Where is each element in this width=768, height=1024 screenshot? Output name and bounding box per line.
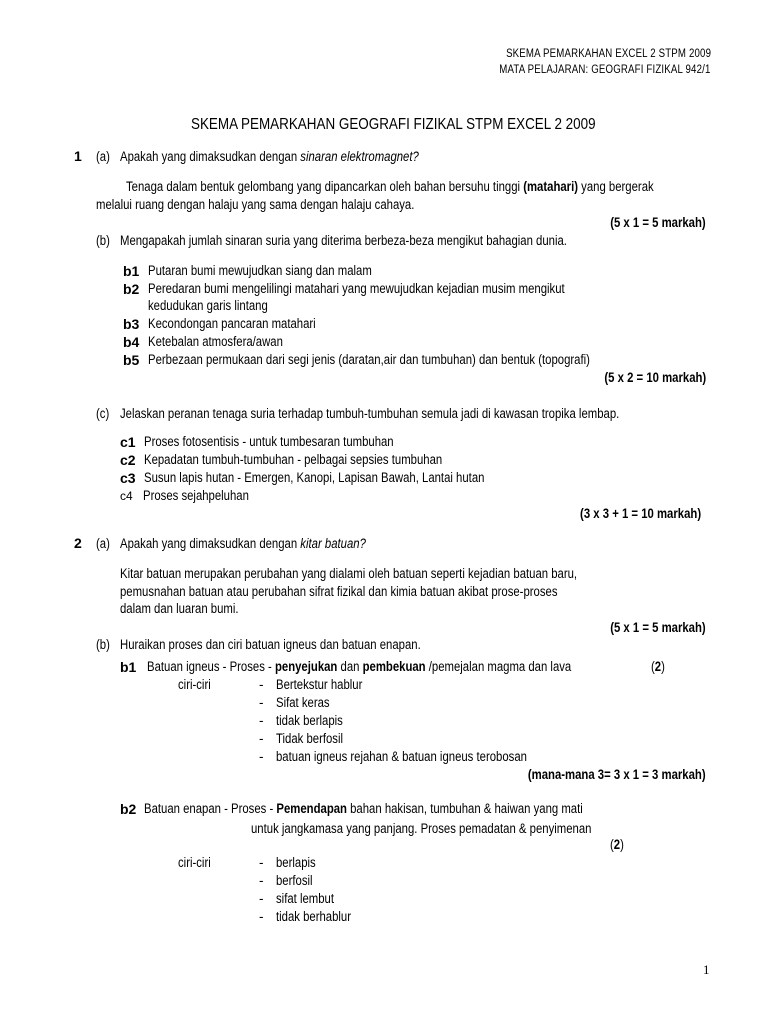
q1b-item-text: Kecondongan pancaran matahari — [148, 316, 316, 331]
q1a-answer-line-1: Tenaga dalam bentuk gelombang yang dipancarkan oleh bahan bersuhu tinggi (matahari) yang bergerak — [126, 179, 654, 194]
q1c-item-text: Susun lapis hutan - Emergen, Kanopi, Lapisan Bawah, Lantai hutan — [144, 470, 485, 485]
q2b2-score: (2) — [610, 837, 624, 852]
q1b-label: (b) — [96, 233, 110, 248]
q2b2-code: b2 — [120, 801, 137, 817]
q2a-marks: (5 x 1 = 5 markah) — [610, 620, 706, 635]
page-number: 1 — [703, 962, 710, 977]
q2b1-ciri-item: Bertekstur hablur — [276, 677, 363, 692]
header-line-2: MATA PELAJARAN: GEOGRAFI FIZIKAL 942/1 — [499, 64, 711, 76]
q1b-marks: (5 x 2 = 10 markah) — [604, 370, 706, 385]
bullet-dash: - — [259, 891, 264, 906]
q1c-item-code: c3 — [120, 470, 136, 486]
q1c-item-code: c2 — [120, 452, 136, 468]
q1c-item-text: Proses fotosentisis - untuk tumbesaran tumbuhan — [144, 434, 394, 449]
q1b-item-text: Perbezaan permukaan dari segi jenis (daratan,air dan tumbuhan) dan bentuk (topografi) — [148, 352, 590, 367]
q1b-item-code: b5 — [123, 352, 140, 368]
q2b2-ciri-item: berfosil — [276, 873, 313, 888]
q2b1-code: b1 — [120, 659, 137, 675]
q1b-item-text: Putaran bumi mewujudkan siang dan malam — [148, 263, 372, 278]
q2b1-text: Batuan igneus - Proses - penyejukan dan pembekuan /pemejalan magma dan lava — [147, 659, 572, 674]
bullet-dash: - — [259, 731, 264, 746]
header-line-1: SKEMA PEMARKAHAN EXCEL 2 STPM 2009 — [505, 48, 711, 60]
q2b1-score: (2) — [651, 659, 665, 674]
q1b-item-code: b1 — [123, 263, 140, 279]
q2b-label: (b) — [96, 637, 110, 652]
bullet-dash: - — [259, 713, 264, 728]
q2b-question: Huraikan proses dan ciri batuan igneus dan batuan enapan. — [120, 637, 421, 652]
question-number-2: 2 — [74, 535, 82, 551]
question-number-1: 1 — [74, 148, 82, 164]
q1c-item-text: Proses sejahpeluhan — [143, 488, 249, 503]
q1c-label: (c) — [96, 406, 110, 421]
q1b-item-code: b3 — [123, 316, 140, 332]
page-title: SKEMA PEMARKAHAN GEOGRAFI FIZIKAL STPM EXCEL 2 2009 — [191, 116, 596, 133]
q2b1-ciri-label: ciri-ciri — [178, 677, 211, 692]
q2b1-ciri-item: Tidak berfosil — [276, 731, 344, 746]
q1c-item-code: c1 — [120, 434, 136, 450]
bullet-dash: - — [259, 909, 264, 924]
bullet-dash: - — [259, 873, 264, 888]
q1c-marks: (3 x 3 + 1 = 10 markah) — [579, 506, 701, 521]
q2a-question: Apakah yang dimaksudkan dengan kitar batuan? — [120, 536, 366, 551]
q2b2-ciri-label: ciri-ciri — [178, 855, 211, 870]
q1b-item-text: Peredaran bumi mengelilingi matahari yang mewujudkan kejadian musim mengikut — [148, 281, 565, 296]
q2b1-ciri-item: tidak berlapis — [276, 713, 343, 728]
q1a-label: (a) — [96, 149, 110, 164]
bullet-dash: - — [259, 677, 264, 692]
q2b2-ciri-item: berlapis — [276, 855, 316, 870]
q1b-item-text-continued: kedudukan garis lintang — [148, 298, 268, 313]
q2b2-text-continued: untuk jangkamasa yang panjang. Proses pemadatan & penyimenan — [251, 821, 592, 836]
q1c-question: Jelaskan peranan tenaga suria terhadap tumbuh-tumbuhan semula jadi di kawasan tropika lembap. — [120, 406, 620, 421]
bullet-dash: - — [259, 749, 264, 764]
bullet-dash: - — [259, 695, 264, 710]
q2a-answer-line: Kitar batuan merupakan perubahan yang dialami oleh batuan seperti kejadian batuan baru, — [120, 566, 578, 581]
q2a-answer-line: pemusnahan batuan atau perubahan sifrat fizikal dan kimia batuan akibat prose-proses — [120, 584, 558, 599]
q1c-item-text: Kepadatan tumbuh-tumbuhan - pelbagai sepsies tumbuhan — [144, 452, 443, 467]
bullet-dash: - — [259, 855, 264, 870]
q2b2-text: Batuan enapan - Proses - Pemendapan bahan hakisan, tumbuhan & haiwan yang mati — [144, 801, 583, 816]
q1a-marks: (5 x 1 = 5 markah) — [610, 215, 706, 230]
q1b-item-text: Ketebalan atmosfera/awan — [148, 334, 283, 349]
q1a-answer-line-2: melalui ruang dengan halaju yang sama dengan halaju cahaya. — [96, 197, 415, 212]
q2b1-ciri-item: batuan igneus rejahan & batuan igneus terobosan — [276, 749, 527, 764]
q2b2-ciri-item: tidak berhablur — [276, 909, 352, 924]
q2a-label: (a) — [96, 536, 110, 551]
q1b-question: Mengapakah jumlah sinaran suria yang diterima berbeza-beza mengikut bahagian dunia. — [120, 233, 567, 248]
q2a-answer-line: dalam dan luaran bumi. — [120, 601, 239, 616]
q1a-question: Apakah yang dimaksudkan dengan sinaran elektromagnet? — [120, 149, 419, 164]
q2b1-marks: (mana-mana 3= 3 x 1 = 3 markah) — [528, 767, 706, 782]
q2b2-ciri-item: sifat lembut — [276, 891, 334, 906]
q2b1-ciri-item: Sifat keras — [276, 695, 330, 710]
q1b-item-code: b4 — [123, 334, 140, 350]
q1c-item-code: c4 — [120, 489, 133, 503]
q1b-item-code: b2 — [123, 281, 140, 297]
